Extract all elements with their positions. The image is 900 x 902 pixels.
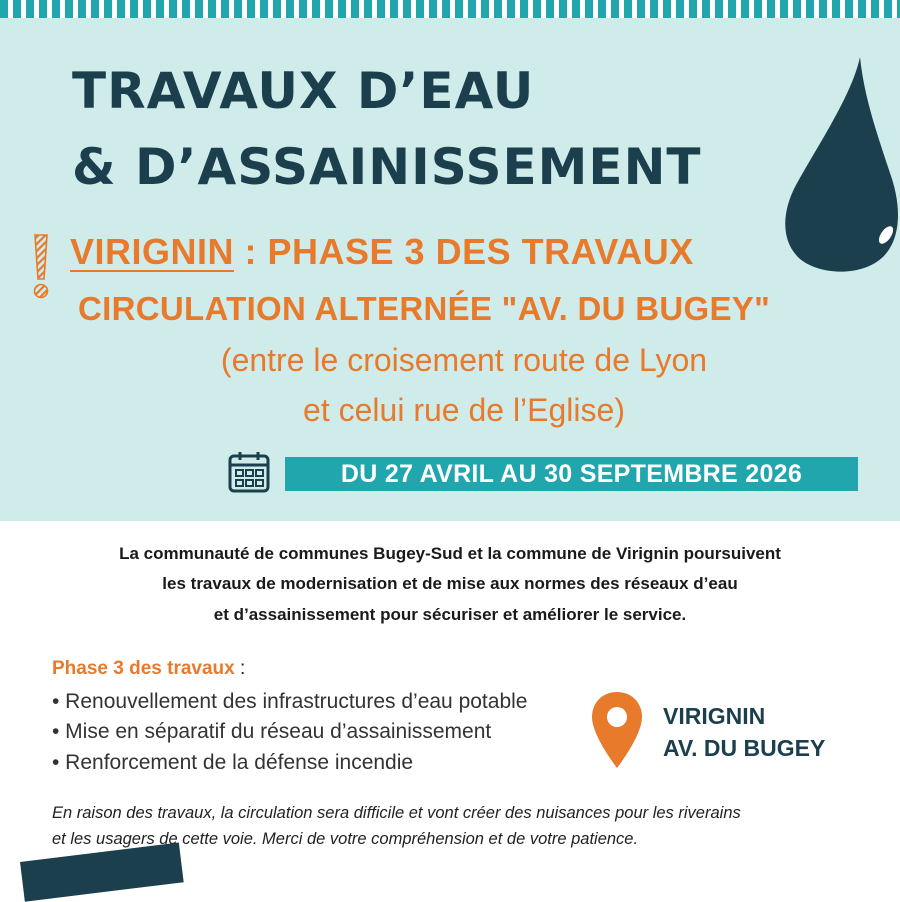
title-line-2: & D’ASSAINISSEMENT bbox=[72, 138, 702, 196]
notice-line-1: En raison des travaux, la circulation sera difficile et vont créer des nuisances pour les riverains bbox=[52, 804, 741, 822]
works-item: • Mise en séparatif du réseau d’assainissement bbox=[52, 720, 492, 743]
location-street: AV. DU BUGEY bbox=[663, 735, 826, 761]
phase-line bbox=[70, 231, 694, 273]
location-town: VIRIGNIN bbox=[663, 703, 766, 729]
top-stripe bbox=[0, 0, 900, 18]
works-item: • Renouvellement des infrastructures d’eau potable bbox=[52, 690, 528, 713]
phase-label: : PHASE 3 DES TRAVAUX bbox=[234, 231, 694, 272]
works-heading bbox=[52, 658, 245, 680]
calendar-icon bbox=[227, 450, 271, 494]
intro-line-3: et d’assainissement pour sécuriser et améliorer le service. bbox=[213, 605, 687, 624]
works-item: • Renforcement de la défense incendie bbox=[52, 751, 414, 774]
works-heading-suffix: : bbox=[234, 658, 246, 679]
intro-line-2: les travaux de modernisation et de mise aux normes des réseaux d’eau bbox=[162, 574, 738, 593]
between-line-1: (entre le croisement route de Lyon bbox=[220, 342, 708, 378]
notice-line-2: et les usagers de cette voie. Merci de votre compréhension et de votre patience. bbox=[52, 830, 639, 848]
corner-tab bbox=[20, 843, 184, 902]
works-heading-label: Phase 3 des travaux bbox=[52, 658, 235, 679]
water-drop-icon bbox=[778, 55, 900, 275]
title-line-1: TRAVAUX D’EAU bbox=[72, 62, 535, 120]
intro-line-1: La communauté de communes Bugey-Sud et la commune de Virignin poursuivent bbox=[119, 544, 781, 563]
town-name: VIRIGNIN bbox=[70, 231, 235, 272]
between-line-2: et celui rue de l’Eglise) bbox=[303, 392, 625, 428]
location-pin-icon bbox=[590, 690, 644, 770]
date-range-banner: DU 27 AVRIL AU 30 SEPTEMBRE 2026 bbox=[285, 457, 858, 491]
exclamation-icon bbox=[32, 233, 50, 301]
circulation-line: CIRCULATION ALTERNÉE "AV. DU BUGEY" bbox=[78, 290, 771, 327]
